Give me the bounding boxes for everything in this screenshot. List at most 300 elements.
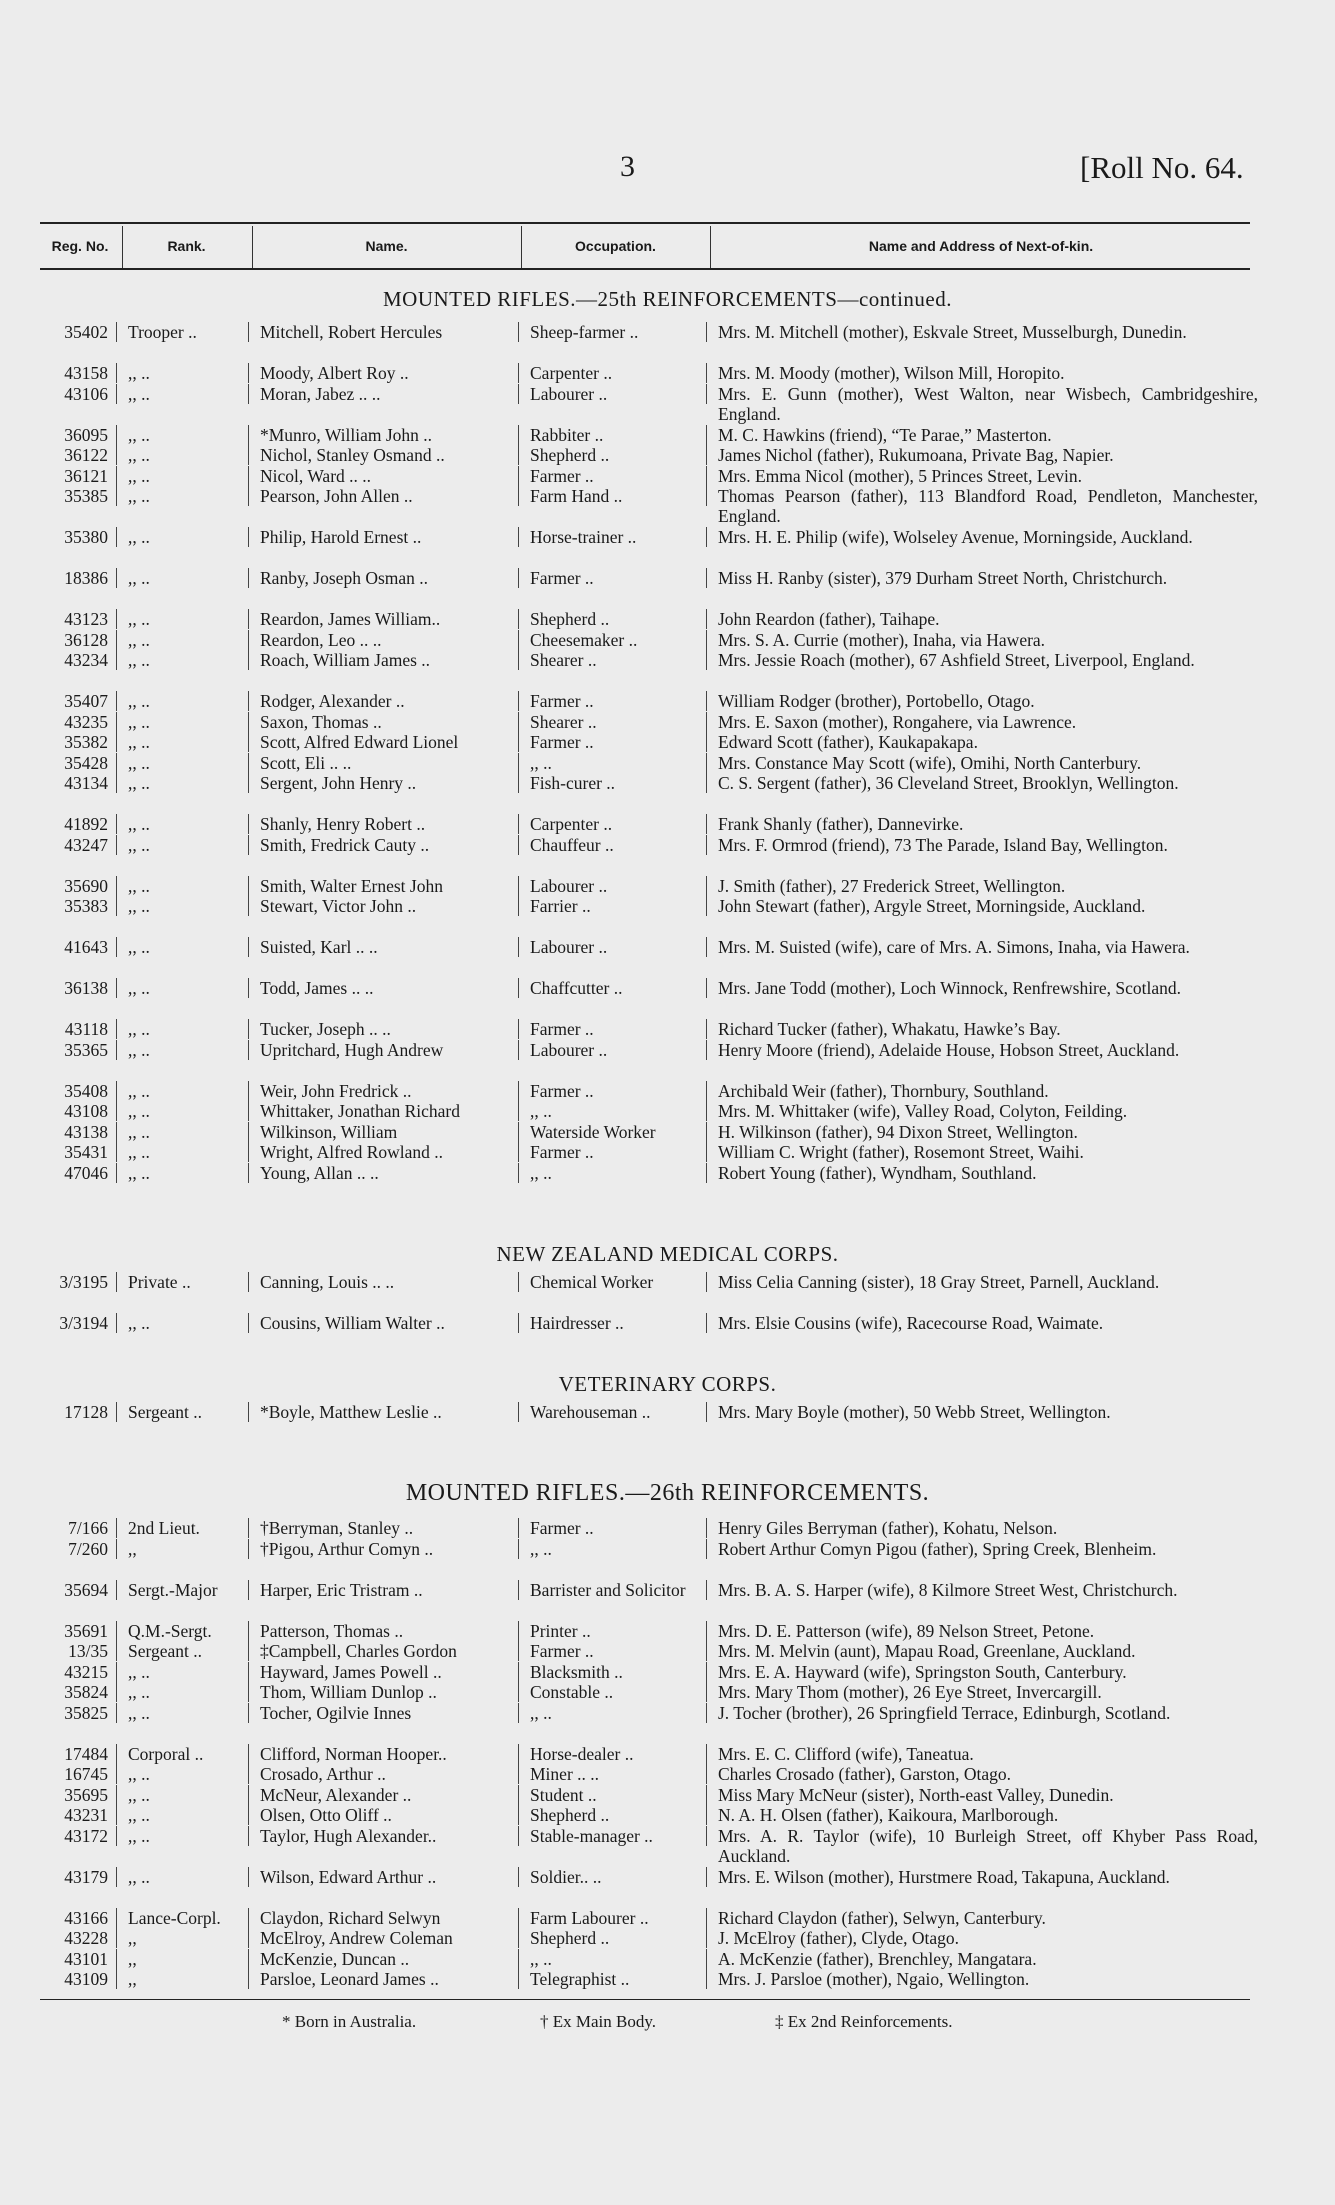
- page-number: 3: [620, 150, 635, 183]
- column-rule: [706, 1040, 707, 1060]
- column-rule: [248, 1682, 249, 1702]
- next-of-kin: N. A. H. Olsen (father), Kaikoura, Marlborough.: [718, 1805, 1059, 1825]
- column-rule: [248, 445, 249, 465]
- column-rule: [706, 384, 707, 404]
- reg-number: 35383: [64, 896, 108, 916]
- column-rule: [248, 732, 249, 752]
- column-rule: [518, 568, 519, 588]
- rank: ,, ..: [128, 875, 150, 896]
- column-rule: [248, 1163, 249, 1183]
- column-rule: [706, 691, 707, 711]
- rank: ,, ..: [128, 1019, 150, 1039]
- column-rule: [706, 1826, 707, 1846]
- occupation: Farmer ..: [530, 1080, 594, 1101]
- column-rule: [248, 937, 249, 957]
- soldier-name: Scott, Eli .. ..: [260, 752, 352, 773]
- column-rule: [116, 1019, 117, 1039]
- footnote-ex-main-body: † Ex Main Body.: [540, 2012, 657, 2031]
- column-rule: [248, 1969, 249, 1989]
- reg-number: 17128: [64, 1402, 108, 1422]
- column-rule: [706, 1621, 707, 1641]
- column-rule: [518, 486, 519, 506]
- occupation: Farmer ..: [530, 691, 594, 711]
- column-rule: [116, 1040, 117, 1060]
- reg-number: 43179: [64, 1866, 108, 1887]
- rank: Private ..: [128, 1272, 191, 1292]
- next-of-kin: Mrs. Emma Nicol (mother), 5 Princes Street, Levin.: [718, 465, 1083, 486]
- reg-number: 43166: [64, 1907, 108, 1928]
- reg-number: 16745: [64, 1764, 108, 1784]
- next-of-kin: Mrs. E. Gunn (mother), West Walton, near Wisbech, Cambridgeshire, England.: [718, 383, 1258, 424]
- soldier-name: Wilkinson, William: [260, 1121, 398, 1142]
- next-of-kin: Mrs. F. Ormrod (friend), 73 The Parade, Island Bay, Wellington.: [718, 834, 1168, 855]
- rank: ,, ..: [128, 1039, 150, 1060]
- rank: Q.M.-Sergt.: [128, 1620, 212, 1641]
- soldier-name: Nicol, Ward .. ..: [260, 465, 372, 486]
- column-rule: [248, 322, 249, 342]
- column-rule: [518, 466, 519, 486]
- column-rule: [706, 568, 707, 588]
- occupation: ,, ..: [530, 1538, 552, 1559]
- occupation: Soldier.. ..: [530, 1866, 602, 1887]
- rank: Sergeant ..: [128, 1641, 203, 1661]
- column-rule: [116, 425, 117, 445]
- column-rule: [706, 363, 707, 383]
- column-rule: [706, 814, 707, 834]
- column-rule: [116, 1949, 117, 1969]
- rank: ,, ..: [128, 486, 150, 506]
- occupation: Shepherd ..: [530, 1805, 610, 1825]
- reg-number: 35402: [64, 322, 108, 342]
- column-rule: [518, 1539, 519, 1559]
- column-rule: [248, 1703, 249, 1723]
- column-rule: [116, 1641, 117, 1661]
- column-rule: [706, 1641, 707, 1661]
- col-header-rank: Rank.: [167, 238, 206, 254]
- column-rule: [518, 1764, 519, 1784]
- column-rule: [116, 445, 117, 465]
- table-row: [0, 322, 1335, 362]
- soldier-name: McNeur, Alexander ..: [260, 1784, 412, 1805]
- table-row: [0, 1826, 1335, 1866]
- reg-number: 35380: [64, 527, 108, 547]
- occupation: Carpenter ..: [530, 814, 613, 834]
- next-of-kin: Richard Claydon (father), Selwyn, Canterbury.: [718, 1907, 1046, 1928]
- soldier-name: Thom, William Dunlop ..: [260, 1682, 437, 1702]
- column-rule: [518, 1142, 519, 1162]
- footnote-ex-2nd-reinforcements: ‡ Ex 2nd Reinforcements.: [775, 2012, 953, 2031]
- column-rule: [248, 1580, 249, 1600]
- occupation: Farm Hand ..: [530, 486, 623, 506]
- column-rule: [248, 876, 249, 896]
- next-of-kin: James Nichol (father), Rukumoana, Private Bag, Napier.: [718, 445, 1114, 465]
- column-rule: [518, 691, 519, 711]
- column-rule: [518, 1272, 519, 1292]
- reg-number: 36122: [64, 445, 108, 465]
- column-rule: [518, 384, 519, 404]
- column-rule: [116, 1081, 117, 1101]
- occupation: Sheep-farmer ..: [530, 322, 639, 342]
- rank: ,, ..: [128, 711, 150, 732]
- column-rule: [518, 1969, 519, 1989]
- rank: ,, ..: [128, 752, 150, 773]
- column-rule: [518, 835, 519, 855]
- occupation: Constable ..: [530, 1682, 614, 1702]
- occupation: Shepherd ..: [530, 1928, 610, 1948]
- column-rule: [248, 1081, 249, 1101]
- column-rule: [248, 896, 249, 916]
- column-rule: [248, 363, 249, 383]
- column-rule: [116, 527, 117, 547]
- column-rule: [116, 384, 117, 404]
- reg-number: 18386: [64, 568, 108, 588]
- column-rule: [518, 712, 519, 732]
- column-rule: [248, 568, 249, 588]
- next-of-kin: Frank Shanly (father), Dannevirke.: [718, 814, 964, 834]
- occupation: Labourer ..: [530, 937, 608, 957]
- soldier-name: Weir, John Fredrick ..: [260, 1080, 412, 1101]
- col-header-name: Name.: [365, 238, 408, 254]
- soldier-name: †Berryman, Stanley ..: [260, 1518, 414, 1538]
- column-rule: [518, 1313, 519, 1333]
- column-rule: [518, 1081, 519, 1101]
- soldier-name: McElroy, Andrew Coleman: [260, 1928, 453, 1948]
- table-row: [0, 1040, 1335, 1080]
- table-row: [0, 1703, 1335, 1743]
- column-rule: [518, 937, 519, 957]
- soldier-name: Todd, James .. ..: [260, 978, 374, 998]
- column-rule: [706, 835, 707, 855]
- next-of-kin: Archibald Weir (father), Thornbury, Southland.: [718, 1080, 1049, 1101]
- rank: ,, ..: [128, 937, 150, 957]
- reg-number: 43134: [64, 773, 108, 793]
- next-of-kin: Charles Crosado (father), Garston, Otago.: [718, 1764, 1012, 1784]
- column-rule: [706, 650, 707, 670]
- soldier-name: Saxon, Thomas ..: [260, 711, 382, 732]
- soldier-name: Mitchell, Robert Hercules: [260, 322, 443, 342]
- col-separator: [710, 226, 711, 268]
- rank: Lance-Corpl.: [128, 1907, 221, 1928]
- reg-number: 13/35: [68, 1641, 108, 1661]
- column-rule: [248, 650, 249, 670]
- column-rule: [518, 1019, 519, 1039]
- column-rule: [706, 486, 707, 506]
- occupation: Barrister and Solicitor: [530, 1579, 686, 1600]
- occupation: Shearer ..: [530, 650, 597, 670]
- next-of-kin: William Rodger (brother), Portobello, Otago.: [718, 691, 1035, 711]
- column-rule: [706, 630, 707, 650]
- rank: ,, ..: [128, 568, 150, 588]
- column-rule: [518, 1908, 519, 1928]
- column-rule: [518, 1682, 519, 1702]
- column-rule: [518, 1826, 519, 1846]
- column-rule: [518, 650, 519, 670]
- soldier-name: Scott, Alfred Edward Lionel: [260, 732, 459, 752]
- column-rule: [518, 1580, 519, 1600]
- column-rule: [116, 1662, 117, 1682]
- column-rule: [706, 1272, 707, 1292]
- col-header-reg: Reg. No.: [51, 238, 109, 254]
- soldier-name: Claydon, Richard Selwyn: [260, 1907, 441, 1928]
- column-rule: [248, 1402, 249, 1422]
- column-rule: [116, 1928, 117, 1948]
- column-rule: [248, 1621, 249, 1641]
- occupation: Waterside Worker: [530, 1121, 656, 1142]
- soldier-name: Reardon, Leo .. ..: [260, 629, 382, 650]
- next-of-kin: Mrs. E. Wilson (mother), Hurstmere Road, Takapuna, Auckland.: [718, 1866, 1170, 1887]
- rank: ,, ..: [128, 445, 150, 465]
- reg-number: 43118: [64, 1019, 108, 1039]
- occupation: Shepherd ..: [530, 445, 610, 465]
- column-rule: [248, 1518, 249, 1538]
- column-rule: [116, 1867, 117, 1887]
- column-rule: [518, 753, 519, 773]
- column-rule: [248, 486, 249, 506]
- column-rule: [116, 363, 117, 383]
- occupation: Warehouseman ..: [530, 1402, 651, 1422]
- rank: ,, ..: [128, 1764, 150, 1784]
- reg-number: 35385: [64, 486, 108, 506]
- next-of-kin: Miss H. Ranby (sister), 379 Durham Street North, Christchurch.: [718, 568, 1168, 588]
- column-rule: [116, 1621, 117, 1641]
- column-rule: [116, 322, 117, 342]
- next-of-kin: Henry Moore (friend), Adelaide House, Hobson Street, Auckland.: [718, 1039, 1180, 1060]
- column-rule: [706, 466, 707, 486]
- column-rule: [706, 753, 707, 773]
- occupation: ,, ..: [530, 1702, 552, 1723]
- column-rule: [248, 1805, 249, 1825]
- column-rule: [706, 1122, 707, 1142]
- occupation: Chemical Worker: [530, 1272, 654, 1292]
- table-row: [0, 568, 1335, 608]
- reg-number: 35690: [64, 875, 108, 896]
- column-rule: [706, 1539, 707, 1559]
- column-rule: [706, 937, 707, 957]
- column-rule: [706, 1662, 707, 1682]
- column-rule: [116, 691, 117, 711]
- soldier-name: Harper, Eric Tristram ..: [260, 1579, 423, 1600]
- reg-number: 7/260: [68, 1538, 108, 1559]
- rank: ,, ..: [128, 978, 150, 998]
- next-of-kin: H. Wilkinson (father), 94 Dixon Street, Wellington.: [718, 1121, 1078, 1142]
- reg-number: 36121: [64, 465, 108, 486]
- next-of-kin: Mrs. B. A. S. Harper (wife), 8 Kilmore Street West, Christchurch.: [718, 1579, 1178, 1600]
- next-of-kin: Mrs. H. E. Philip (wife), Wolseley Avenue, Morningside, Auckland.: [718, 527, 1193, 547]
- next-of-kin: Richard Tucker (father), Whakatu, Hawke’s Bay.: [718, 1019, 1061, 1039]
- soldier-name: Rodger, Alexander ..: [260, 691, 405, 711]
- column-rule: [518, 630, 519, 650]
- section-title: MOUNTED RIFLES.—26th REINFORCEMENTS.: [405, 1480, 930, 1506]
- soldier-name: Moody, Albert Roy ..: [260, 363, 409, 383]
- column-rule: [518, 1621, 519, 1641]
- rank: ,, ..: [128, 834, 150, 855]
- column-rule: [706, 978, 707, 998]
- occupation: Printer ..: [530, 1620, 591, 1641]
- occupation: ,, ..: [530, 752, 552, 773]
- soldier-name: Suisted, Karl .. ..: [260, 937, 378, 957]
- occupation: Hairdresser ..: [530, 1313, 624, 1333]
- next-of-kin: Mrs. E. C. Clifford (wife), Taneatua.: [718, 1743, 974, 1764]
- occupation: Farmer ..: [530, 465, 594, 486]
- next-of-kin: Mrs. Constance May Scott (wife), Omihi, North Canterbury.: [718, 752, 1142, 773]
- next-of-kin: Mrs. M. Melvin (aunt), Mapau Road, Greenlane, Auckland.: [718, 1641, 1136, 1661]
- soldier-name: Stewart, Victor John ..: [260, 896, 417, 916]
- rank: Sergt.-Major: [128, 1579, 218, 1600]
- column-rule: [706, 1908, 707, 1928]
- rank: ,, ..: [128, 691, 150, 711]
- soldier-name: Patterson, Thomas ..: [260, 1620, 404, 1641]
- column-rule: [518, 1163, 519, 1183]
- reg-number: 35825: [64, 1702, 108, 1723]
- rank: ,,: [128, 1969, 137, 1989]
- rank: ,, ..: [128, 896, 150, 916]
- table-row: [0, 1163, 1335, 1203]
- column-rule: [248, 1764, 249, 1784]
- column-rule: [248, 384, 249, 404]
- rank: ,, ..: [128, 1805, 150, 1825]
- column-rule: [248, 978, 249, 998]
- next-of-kin: Robert Young (father), Wyndham, Southland.: [718, 1162, 1037, 1183]
- soldier-name: ‡Campbell, Charles Gordon: [260, 1641, 457, 1661]
- column-rule: [518, 814, 519, 834]
- rank: ,, ..: [128, 1080, 150, 1101]
- column-rule: [706, 1142, 707, 1162]
- col-separator: [252, 226, 253, 268]
- column-rule: [706, 1949, 707, 1969]
- column-rule: [116, 773, 117, 793]
- next-of-kin: Mrs. E. Saxon (mother), Rongahere, via Lawrence.: [718, 711, 1077, 732]
- column-rule: [248, 1019, 249, 1039]
- reg-number: 43231: [64, 1805, 108, 1825]
- soldier-name: Olsen, Otto Oliff ..: [260, 1805, 392, 1825]
- next-of-kin: Mrs. Mary Boyle (mother), 50 Webb Street, Wellington.: [718, 1402, 1111, 1422]
- next-of-kin: Mrs. Mary Thom (mother), 26 Eye Street, Invercargill.: [718, 1682, 1102, 1702]
- column-rule: [518, 1744, 519, 1764]
- table-row: [0, 835, 1335, 875]
- reg-number: 43215: [64, 1661, 108, 1682]
- next-of-kin: Mrs. M. Suisted (wife), care of Mrs. A. Simons, Inaha, via Hawera.: [718, 937, 1190, 957]
- table-row: [0, 1867, 1335, 1907]
- reg-number: 3/3194: [59, 1313, 108, 1333]
- soldier-name: Crosado, Arthur ..: [260, 1764, 386, 1784]
- column-rule: [706, 876, 707, 896]
- column-rule: [116, 1313, 117, 1333]
- next-of-kin: Mrs. D. E. Patterson (wife), 89 Nelson Street, Petone.: [718, 1620, 1095, 1641]
- soldier-name: Wilson, Edward Arthur ..: [260, 1866, 437, 1887]
- table-row: [0, 1539, 1335, 1579]
- next-of-kin: Mrs. Jane Todd (mother), Loch Winnock, Renfrewshire, Scotland.: [718, 978, 1182, 998]
- occupation: ,, ..: [530, 1162, 552, 1183]
- occupation: Shepherd ..: [530, 609, 610, 629]
- column-rule: [706, 1313, 707, 1333]
- table-row: [0, 1969, 1335, 2009]
- reg-number: 43158: [64, 363, 108, 383]
- rank: ,, ..: [128, 1825, 150, 1846]
- column-rule: [116, 896, 117, 916]
- occupation: Farmer ..: [530, 1518, 594, 1538]
- column-rule: [116, 466, 117, 486]
- column-rule: [706, 1580, 707, 1600]
- occupation: Farmer ..: [530, 1019, 594, 1039]
- column-rule: [116, 609, 117, 629]
- soldier-name: Philip, Harold Ernest ..: [260, 527, 422, 547]
- occupation: Horse-trainer ..: [530, 527, 637, 547]
- column-rule: [116, 1805, 117, 1825]
- occupation: Miner .. ..: [530, 1764, 600, 1784]
- column-rule: [518, 896, 519, 916]
- reg-number: 41892: [64, 814, 108, 834]
- soldier-name: Ranby, Joseph Osman ..: [260, 568, 429, 588]
- column-rule: [518, 1662, 519, 1682]
- column-rule: [116, 1539, 117, 1559]
- column-rule: [248, 1662, 249, 1682]
- column-rule: [248, 1142, 249, 1162]
- column-rule: [518, 1641, 519, 1661]
- column-rule: [706, 1744, 707, 1764]
- table-row: [0, 527, 1335, 567]
- column-rule: [248, 1313, 249, 1333]
- occupation: Labourer ..: [530, 383, 608, 404]
- column-rule: [706, 1019, 707, 1039]
- next-of-kin: Henry Giles Berryman (father), Kohatu, Nelson.: [718, 1518, 1058, 1538]
- column-rule: [706, 1703, 707, 1723]
- rank: ,, ..: [128, 1661, 150, 1682]
- roll-label: [Roll No. 64.: [1080, 150, 1244, 185]
- occupation: Stable-manager ..: [530, 1825, 653, 1846]
- reg-number: 43228: [64, 1928, 108, 1948]
- column-rule: [518, 1928, 519, 1948]
- column-rule: [116, 753, 117, 773]
- column-rule: [248, 1867, 249, 1887]
- column-rule: [706, 527, 707, 547]
- table-row: [0, 937, 1335, 977]
- reg-number: 43235: [64, 711, 108, 732]
- rank: ,, ..: [128, 1142, 150, 1162]
- occupation: Farrier ..: [530, 896, 591, 916]
- column-rule: [116, 1272, 117, 1292]
- occupation: Labourer ..: [530, 875, 608, 896]
- column-rule: [248, 527, 249, 547]
- column-rule: [706, 425, 707, 445]
- occupation: Telegraphist ..: [530, 1969, 630, 1989]
- column-rule: [706, 1518, 707, 1538]
- next-of-kin: John Stewart (father), Argyle Street, Morningside, Auckland.: [718, 896, 1146, 916]
- reg-number: 35382: [64, 732, 108, 752]
- column-rule: [518, 1785, 519, 1805]
- column-rule: [116, 1682, 117, 1702]
- column-rule: [518, 978, 519, 998]
- column-rule: [706, 445, 707, 465]
- column-rule: [706, 1101, 707, 1121]
- column-rule: [248, 1785, 249, 1805]
- rank: Corporal ..: [128, 1743, 204, 1764]
- occupation: Farm Labourer ..: [530, 1907, 649, 1928]
- column-rule: [248, 1928, 249, 1948]
- column-rule: [248, 1040, 249, 1060]
- col-header-kin: Name and Address of Next-of-kin.: [868, 238, 1094, 254]
- reg-number: 43172: [64, 1825, 108, 1846]
- column-rule: [518, 1122, 519, 1142]
- column-rule: [518, 527, 519, 547]
- column-rule: [248, 773, 249, 793]
- occupation: Student ..: [530, 1784, 597, 1805]
- next-of-kin: William C. Wright (father), Rosemont Street, Waihi.: [718, 1142, 1084, 1162]
- soldier-name: Cousins, William Walter ..: [260, 1313, 445, 1333]
- reg-number: 35365: [64, 1039, 108, 1060]
- soldier-name: Tucker, Joseph .. ..: [260, 1019, 391, 1039]
- column-rule: [706, 1081, 707, 1101]
- occupation: Horse-dealer ..: [530, 1743, 634, 1764]
